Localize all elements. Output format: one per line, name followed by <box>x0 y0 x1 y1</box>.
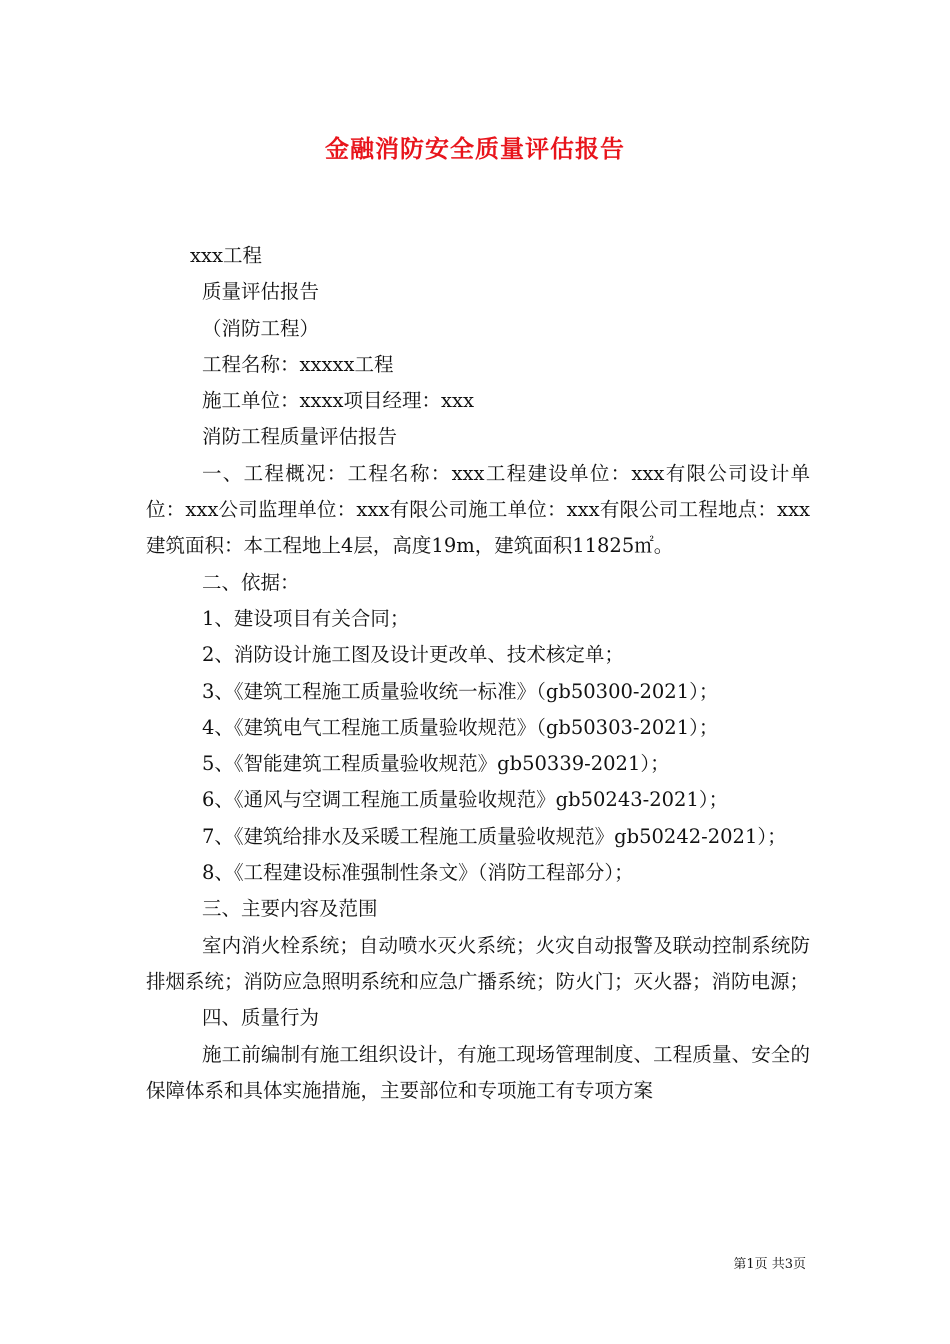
basis-heading: 二、依据： <box>202 570 300 594</box>
scope-paragraph: 室内消火栓系统；自动喷水灭火系统；火灾自动报警及联动控制系统防排烟系统；消防应急照明系统和应急广播系统；防火门；灭火器；消防电源； <box>146 933 810 993</box>
basis-item: 6、《通风与空调工程施工质量验收规范》gb50243-2021）； <box>202 788 729 812</box>
basis-item: 2、消防设计施工图及设计更改单、技术核定单； <box>202 643 624 667</box>
basis-item: 7、《建筑给排水及采暖工程施工质量验收规范》gb50242-2021）； <box>202 824 787 848</box>
basis-item: 5、《智能建筑工程质量验收规范》gb50339-2021）； <box>202 752 670 776</box>
basis-item: 8、《工程建设标准强制性条文》（消防工程部分）； <box>202 861 634 885</box>
overview-paragraph: 一、工程概况：工程名称：xxx工程建设单位：xxx有限公司设计单位：xxx公司监理单位：xxx有限公司施工单位：xxx有限公司工程地点：xxx建筑面积：本工程地上4层，高度19m，建筑面积11825㎡。 <box>146 461 810 558</box>
basis-item: 3、《建筑工程施工质量验收统一标准》（gb50300-2021）； <box>202 679 719 703</box>
project-name-line: 工程名称：xxxxx工程 <box>202 352 394 376</box>
section-title-line: 消防工程质量评估报告 <box>202 425 398 449</box>
project-line: xxx工程 <box>190 244 262 267</box>
basis-item: 1、建设项目有关合同； <box>202 606 410 630</box>
report-title-line: 质量评估报告 <box>202 280 320 304</box>
basis-item: 4、《建筑电气工程施工质量验收规范》（gb50303-2021）； <box>202 715 719 739</box>
document-body <box>146 238 810 1109</box>
quality-heading: 四、质量行为 <box>202 1006 320 1030</box>
quality-paragraph: 施工前编制有施工组织设计，有施工现场管理制度、工程质量、安全的保障体系和具体实施措施，主要部位和专项施工有专项方案 <box>146 1042 810 1102</box>
page-number: 第1页 共3页 <box>733 1257 806 1272</box>
subtitle-line: （消防工程） <box>202 316 320 340</box>
contractor-line: 施工单位：xxxx项目经理：xxx <box>202 389 474 413</box>
scope-heading: 三、主要内容及范围 <box>202 897 378 921</box>
document-title: 金融消防安全质量评估报告 <box>325 134 625 163</box>
